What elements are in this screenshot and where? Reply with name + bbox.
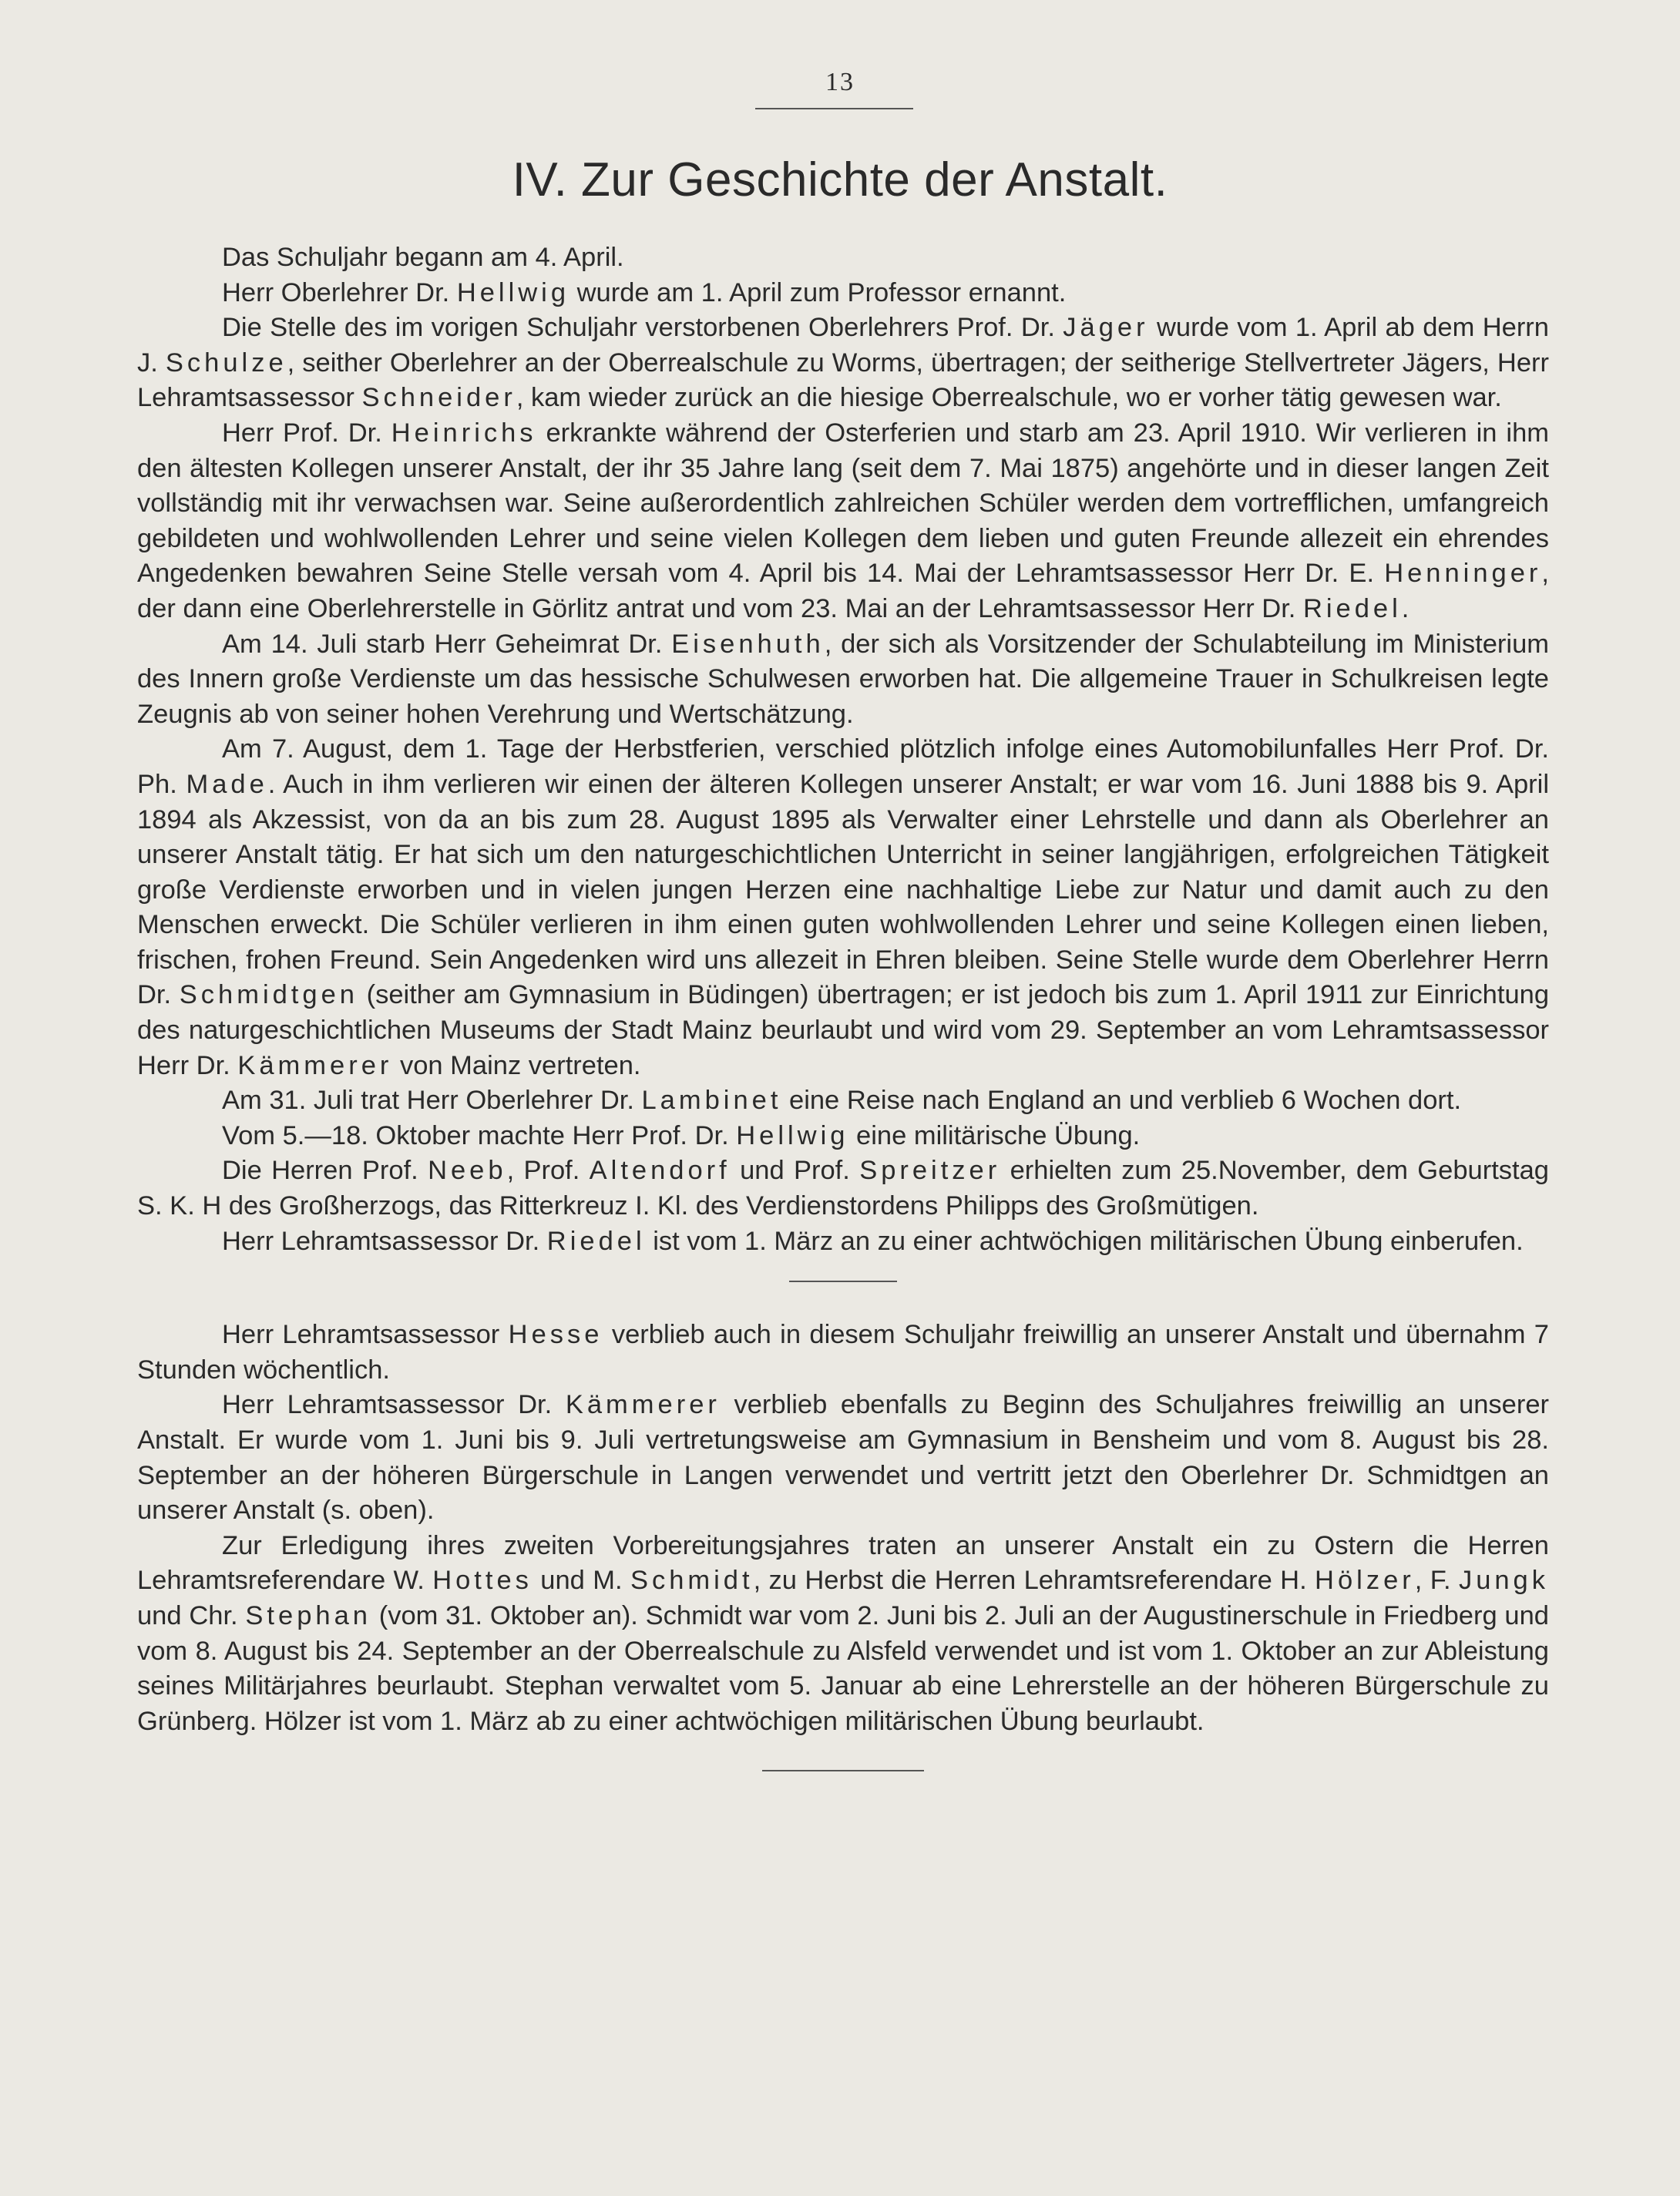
person-name: Made [186,769,268,799]
person-name: Schneider [361,383,516,413]
paragraph-5: Am 14. Juli starb Herr Geheimrat Dr. Eisenhuth, der sich als Vorsitzender der Schulabteilung im Ministerium des Innern große Verdienste um das hessische Schulwesen erworben hat. Die allgemeine Trauer in Schulkreisen legte Zeugnis ab von seiner hohen Verehrung und Wertschätzung. [137,629,1549,729]
person-name: Kämmerer [565,1390,721,1420]
person-name: Spreitzer [859,1156,1001,1186]
paragraph-13: Zur Erledigung ihres zweiten Vorbereitungsjahres traten an unserer Anstalt ein zu Ostern die Herren Lehramtsreferendare W. Hottes und M. Schmidt, zu Herbst die Herren Lehramtsreferendare H. Hölzer, F. Jungk und Chr. Stephan (vom 31. Oktober an). Schmidt war vom 2. Juni bis 2. Juli an der Augustinerschule in Friedberg und vom 8. August bis 24. September an der Oberrealschule zu Alsfeld verwendet und ist vom 1. Oktober an zur Ableistung seines Militärjahres beurlaubt. Stephan verwaltet vom 5. Januar ab eine Lehrerstelle an der höheren Bürgerschule zu Grünberg. Hölzer ist vom 1. März ab zu einer achtwöchigen militärischen Übung beurlaubt. [137,1530,1549,1736]
person-name: Altendorf [589,1156,731,1186]
paragraph-9: Die Herren Prof. Neeb, Prof. Altendorf und Prof. Spreitzer erhielten zum 25.November, dem Geburtstag S. K. H des Großherzogs, das Ritterkreuz I. Kl. des Verdienstordens Philipps des Großmütigen. [137,1156,1549,1221]
person-name: Hellwig [736,1120,849,1150]
person-name: Hellwig [456,277,570,307]
person-name: Heinrichs [391,418,537,448]
paragraph-7: Am 31. Juli trat Herr Oberlehrer Dr. Lambinet eine Reise nach England an und verblieb 6 Wochen dort. [222,1086,1462,1116]
person-name: Schmidt [630,1566,754,1596]
paragraph-3: Die Stelle des im vorigen Schuljahr verstorbenen Oberlehrers Prof. Dr. Jäger wurde vom 1. April ab dem Herrn J. Schulze, seither Oberlehrer an der Oberrealschule zu Worms, übertragen; der seitherige Stellvertreter Jägers, Herr Lehramtsassessor Schneider, kam wieder zurück an die hiesige Oberrealschule, wo er vorher tätig gewesen war. [137,313,1550,413]
paragraph-1: Das Schuljahr begann am 4. April. [222,243,624,272]
person-name: Hölzer [1315,1566,1415,1596]
body-text [137,240,1549,1771]
page-number-rule [755,108,913,109]
person-name: Schulze [165,348,287,378]
person-name: Henninger [1384,559,1542,589]
person-name: Neeb [428,1156,507,1186]
person-name: Eisenhuth [671,629,825,659]
person-name: Riedel [1302,593,1402,623]
paragraph-6: Am 7. August, dem 1. Tage der Herbstferien, verschied plötzlich infolge eines Automobilunfalles Herr Prof. Dr. Ph. Made. Auch in ihm verlieren wir einen der älteren Kollegen unserer Anstalt; er war vom 16. Juni 1888 bis 9. April 1894 als Akzessist, von da an bis zum 28. August 1895 als Verwalter einer Lehrstelle und dann als Oberlehrer an unserer Anstalt tätig. Er hat sich um den naturgeschichtlichen Unterricht in seiner langjährigen, erfolgreichen Tätigkeit große Verdienste erworben und in vielen jungen Herzen eine nachhaltige Liebe zur Natur und damit auch zu den Menschen erweckt. Die Schüler verlieren in ihm einen guten wohlwollenden Lehrer und seine Kollegen einen lieben, frischen, frohen Freund. Sein Angedenken wird uns allezeit in Ehren bleiben. Seine Stelle wurde dem Oberlehrer Herrn Dr. Schmidtgen (seither am Gymnasium in Büdingen) übertragen; er ist jedoch bis zum 1. April 1911 zur Einrichtung des naturgeschichtlichen Museums der Stadt Mainz beurlaubt und wird vom 29. September an vom Lehramtsassessor Herr Dr. Kämmerer von Mainz vertreten. [137,734,1550,1080]
paragraph-10: Herr Lehramtsassessor Dr. Riedel ist vom 1. März an zu einer achtwöchigen militärischen Übung einberufen. [222,1226,1524,1256]
paragraph-11: Herr Lehramtsassessor Hesse verblieb auch in diesem Schuljahr freiwillig an unserer Anstalt und übernahm 7 Stunden wöchentlich. [137,1320,1549,1385]
person-name: Riedel [546,1226,646,1256]
person-name: Hottes [432,1566,533,1596]
paragraph-2: Herr Oberlehrer Dr. Hellwig wurde am 1. April zum Professor ernannt. [222,277,1067,307]
paragraph-8: Vom 5.—18. Oktober machte Herr Prof. Dr. Hellwig eine militärische Übung. [222,1120,1141,1150]
page-number: 13 [825,68,855,96]
section-heading: IV. Zur Geschichte der Anstalt. [512,153,1168,207]
paragraph-4: Herr Prof. Dr. Heinrichs erkrankte während der Osterferien und starb am 23. April 1910. Wir verlieren in ihm den ältesten Kollegen unserer Anstalt, der ihr 35 Jahre lang (seit dem 7. Mai 1875) angehörte und in dieser langen Zeit vollständig mit ihr verwachsen war. Seine außerordentlich zahlreichen Schüler werden dem vortrefflichen, umfangreich gebildeten und wohlwollenden Lehrer und seine vielen Kollegen dem lieben und guten Freunde allezeit ein ehrendes Angedenken bewahren Seine Stelle versah vom 4. April bis 14. Mai der Lehramtsassessor Herr Dr. E. Henninger, der dann eine Oberlehrerstelle in Görlitz antrat und vom 23. Mai an der Lehramtsassessor Herr Dr. Riedel. [137,418,1549,623]
section-separator [789,1281,897,1282]
end-separator [762,1770,924,1771]
paragraph-12: Herr Lehramtsassessor Dr. Kämmerer verblieb ebenfalls zu Beginn des Schuljahres freiwillig an unserer Anstalt. Er wurde vom 1. Juni bis 9. Juli vertretungsweise am Gymnasium in Bensheim und vom 8. August bis 28. September an der höheren Bürgerschule in Langen verwendet und vertritt jetzt den Oberlehrer Dr. Schmidtgen an unserer Anstalt (s. oben). [137,1390,1549,1526]
person-name: Hesse [508,1320,603,1350]
person-name: Schmidtgen [179,980,358,1010]
person-name: Jäger [1063,313,1149,343]
person-name: Kämmerer [237,1050,393,1080]
person-name: Jungk [1458,1566,1549,1596]
person-name: Stephan [245,1600,371,1630]
person-name: Lambinet [641,1086,782,1116]
